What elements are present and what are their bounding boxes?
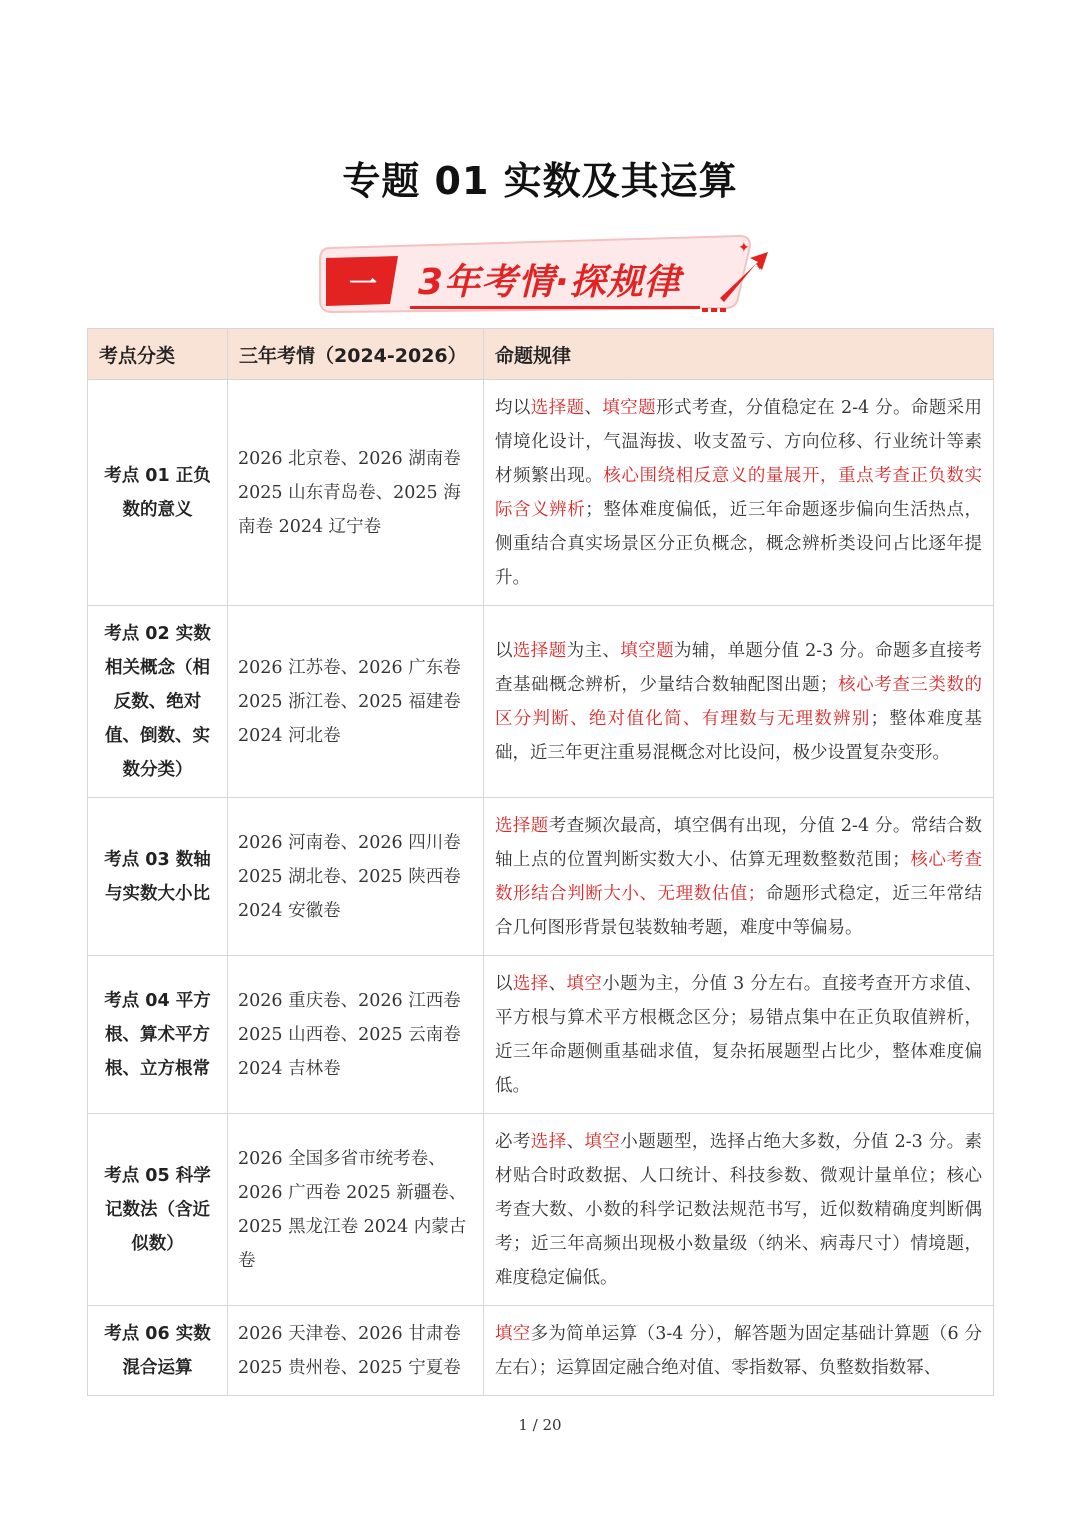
row-category: 考点 05 科学记数法（含近似数） [88, 1114, 228, 1306]
table-row [88, 1306, 994, 1396]
row-rule [484, 1306, 994, 1396]
rule-text: 、 [566, 1131, 585, 1152]
table-row [88, 798, 994, 956]
rule-text: 以 [495, 973, 513, 994]
rule-text: 小题为主，分值 3 分左右。直接考查开方求值、平方根与算术平方根概念区分；易错点集中在正负取值辨析，近三年命题侧重基础求值，复杂拓展题型占比少，整体难度偏低。 [495, 973, 983, 1096]
row-years: 2026 天津卷、2026 甘肃卷 2025 贵州卷、2025 宁夏卷 [228, 1306, 484, 1396]
rule-text: 形式考查，分值稳定在 2-4 分。命题采用情境化设计，气温海拔、收支盈亏、方向位移、行业统计等素材频繁出现。 [495, 397, 983, 486]
rule-text: 考查频次最高，填空偶有出现，分值 2-4 分。常结合数轴上点的位置判断实数大小、估算无理数整数范围； [495, 815, 983, 870]
highlight-text: 填空 [584, 1131, 621, 1152]
row-rule [484, 380, 994, 606]
rule-text: 均以 [495, 397, 531, 418]
rule-text: 小题题型，选择占绝大多数，分值 2-3 分。素材贴合时政数据、人口统计、科技参数、微观计量单位；核心考查大数、小数的科学记数法规范书写，近似数精确度判断偶考；近三年高频出现极小数量级（纳米、病毒尺寸）情境题，难度稳定偏低。 [495, 1131, 983, 1288]
rule-text: 为主、 [566, 640, 621, 661]
rule-text: 、 [584, 397, 603, 418]
rule-text: 必考 [495, 1131, 531, 1152]
banner-number: 一 [348, 267, 377, 300]
row-category: 考点 06 实数混合运算 [88, 1306, 228, 1396]
row-years: 2026 江苏卷、2026 广东卷 2025 浙江卷、2025 福建卷 2024 河北卷 [228, 606, 484, 798]
table-row [88, 380, 994, 606]
header-years: 三年考情（2024-2026） [228, 329, 484, 380]
row-category: 考点 03 数轴与实数大小比 [88, 798, 228, 956]
highlight-text: 选择 [512, 973, 549, 994]
row-rule [484, 606, 994, 798]
page-number: 1 / 20 [518, 1416, 562, 1434]
highlight-text: 填空题 [602, 397, 657, 418]
table-header-row [88, 329, 994, 380]
rule-text: 多为简单运算（3-4 分），解答题为固定基础计算题（6 分左右）；运算固定融合绝对值、零指数幂、负整数指数幂、 [495, 1323, 982, 1378]
row-category: 考点 01 正负数的意义 [88, 380, 228, 606]
banner-text: 3年考情·探规律 [418, 262, 681, 303]
header-category: 考点分类 [88, 329, 228, 380]
highlight-text: 核心考查三类数的区分判断、绝对值化简、有理数与无理数辨别 [495, 674, 983, 729]
rule-text: 为辅，单题分值 2-3 分。命题多直接考查基础概念辨析，少量结合数轴配图出题； [495, 640, 983, 695]
highlight-text: 选择题 [495, 815, 549, 836]
row-years: 2026 重庆卷、2026 江西卷 2025 山西卷、2025 云南卷 2024 吉林卷 [228, 956, 484, 1114]
page-title: 专题 01 实数及其运算 [342, 159, 738, 203]
highlight-text: 填空 [495, 1323, 531, 1344]
rule-text: 、 [548, 973, 567, 994]
highlight-text: 核心围绕相反意义的量展开，重点考查正负数实际含义辨析 [495, 465, 983, 520]
highlight-text: 选择 [530, 1131, 567, 1152]
table-row [88, 1114, 994, 1306]
highlight-text: 选择题 [512, 640, 567, 661]
row-years: 2026 全国多省市统考卷、2026 广西卷 2025 新疆卷、2025 黑龙江卷 2024 内蒙古卷 [228, 1114, 484, 1306]
table-row [88, 606, 994, 798]
row-years: 2026 河南卷、2026 四川卷 2025 湖北卷、2025 陕西卷 2024 安徽卷 [228, 798, 484, 956]
highlight-text: 选择题 [530, 397, 585, 418]
rule-text: 以 [495, 640, 513, 661]
section-banner [310, 228, 770, 320]
row-rule [484, 956, 994, 1114]
svg-text:✦: ✦ [756, 263, 764, 273]
rule-text: ；整体难度偏低，近三年命题逐步偏向生活热点，侧重结合真实场景区分正负概念，概念辨析类设问占比逐年提升。 [495, 499, 983, 588]
highlight-text: 填空题 [620, 640, 674, 661]
rule-text: 命题形式稳定，近三年常结合几何图形背景包装数轴考题，难度中等偏易。 [495, 883, 983, 938]
highlight-text: 核心考查数形结合判断大小、无理数估值； [495, 849, 983, 904]
exam-analysis-table [87, 328, 994, 1396]
rule-text: ；整体难度基础，近三年更注重易混概念对比设问，极少设置复杂变形。 [495, 708, 983, 763]
highlight-text: 填空 [566, 973, 603, 994]
row-rule [484, 798, 994, 956]
row-category: 考点 02 实数相关概念（相反数、绝对值、倒数、实数分类） [88, 606, 228, 798]
table-row [88, 956, 994, 1114]
row-years: 2026 北京卷、2026 湖南卷 2025 山东青岛卷、2025 海南卷 2024 辽宁卷 [228, 380, 484, 606]
row-rule [484, 1114, 994, 1306]
svg-text:✦: ✦ [738, 240, 750, 256]
header-rule: 命题规律 [484, 329, 994, 380]
row-category: 考点 04 平方根、算术平方根、立方根常 [88, 956, 228, 1114]
